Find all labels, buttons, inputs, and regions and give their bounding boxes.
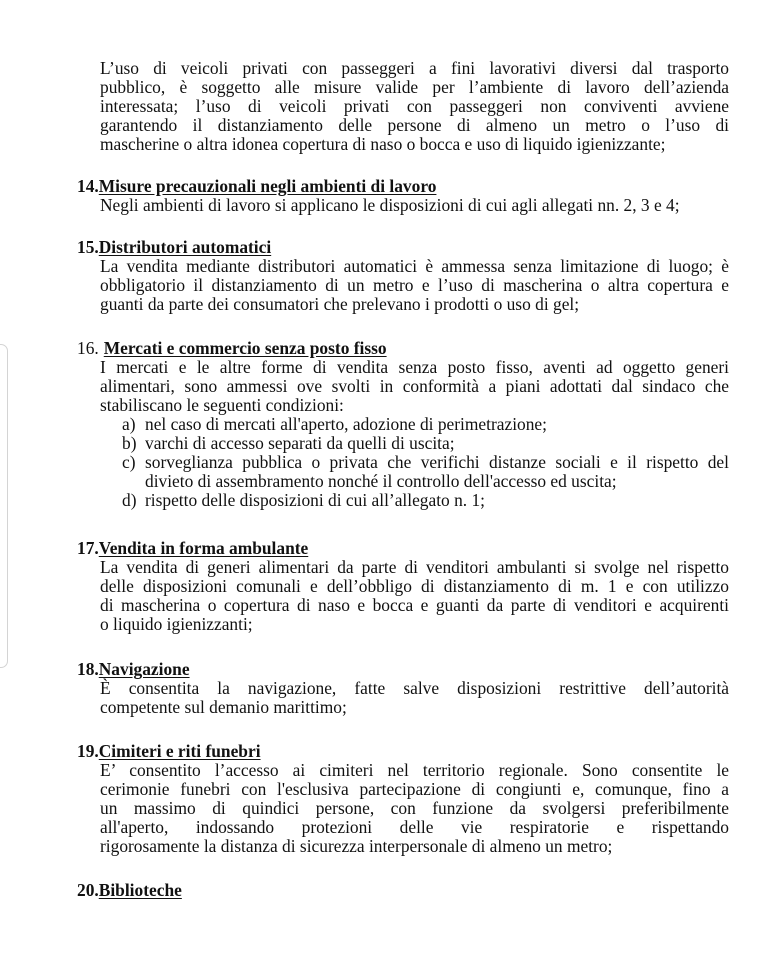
section-number: 14. (77, 176, 99, 196)
list-marker: a) (122, 414, 136, 434)
section-title: Distributori automatici (98, 237, 272, 257)
side-panel-handle[interactable] (0, 344, 8, 668)
paragraph-line: cerimonie funebri con l'esclusiva partecipazione di congiunti e, comunque, fino a (100, 779, 729, 799)
paragraph-line: pubblico, è soggetto alle misure valide per l’ambiente di lavoro dell’azienda (100, 77, 729, 97)
paragraph-line: alimentari, sono ammessi ove svolti in conformità a piani adottati dal sindaco che (100, 376, 729, 396)
list-item: sorveglianza pubblica o privata che verifichi distanze sociali e il rispetto del (145, 452, 729, 472)
section-heading-16 (77, 339, 387, 358)
paragraph-line: La vendita di generi alimentari da parte di venditori ambulanti si svolge nel rispetto (100, 557, 729, 577)
list-marker: c) (122, 452, 136, 472)
section-number: 18. (77, 659, 99, 679)
paragraph-line: obbligatorio il distanziamento di un metro e l’uso di mascherina o altra copertura e (100, 275, 729, 295)
paragraph-line: garantendo il distanziamento delle persone di almeno un metro o l’uso di (100, 115, 729, 135)
paragraph-line: Negli ambienti di lavoro si applicano le disposizioni di cui agli allegati nn. 2, 3 e 4; (100, 195, 680, 215)
list-item-continued: divieto di assembramento nonché il controllo dell'accesso ed uscita; (145, 471, 617, 491)
section-heading-18 (77, 660, 190, 679)
section-title: Mercati e commercio senza posto fisso (103, 338, 387, 358)
section-title: Misure precauzionali negli ambienti di lavoro (98, 176, 437, 196)
paragraph-line: competente sul demanio marittimo; (100, 697, 347, 717)
list-item: varchi di accesso separati da quelli di uscita; (145, 433, 455, 453)
paragraph-line: all'aperto, indossando protezioni delle vie respiratorie e rispettando (100, 817, 729, 837)
paragraph-line: rigorosamente la distanza di sicurezza interpersonale di almeno un metro; (100, 836, 613, 856)
paragraph-line: È consentita la navigazione, fatte salve disposizioni restrittive dell’autorità (100, 678, 729, 698)
section-heading-19 (77, 742, 261, 761)
section-title: Biblioteche (98, 880, 182, 900)
list-marker: d) (122, 490, 137, 510)
paragraph-line: mascherine o altra idonea copertura di naso o bocca e uso di liquido igienizzante; (100, 134, 666, 154)
section-number: 19. (77, 741, 99, 761)
list-item: rispetto delle disposizioni di cui all’allegato n. 1; (145, 490, 486, 510)
section-number: 20. (77, 880, 99, 900)
paragraph-line: stabiliscano le seguenti condizioni: (100, 395, 344, 415)
paragraph-line: o liquido igienizzanti; (100, 614, 253, 634)
paragraph-line: La vendita mediante distributori automatici è ammessa senza limitazione di luogo; è (100, 256, 729, 276)
section-number: 15. (77, 237, 99, 257)
section-number: 16. (77, 338, 99, 358)
section-title: Navigazione (98, 659, 190, 679)
section-heading-20 (77, 881, 182, 900)
paragraph-line: L’uso di veicoli privati con passeggeri a fini lavorativi diversi dal trasporto (100, 58, 729, 78)
section-heading-14 (77, 177, 436, 196)
paragraph-line: di mascherina o copertura di naso e bocca e guanti da parte di venditori e acquirenti (100, 595, 729, 615)
paragraph-line: delle disposizioni comunali e dell’obbligo di distanziamento di m. 1 e con utilizzo (100, 576, 729, 596)
paragraph-line: guanti da parte dei consumatori che prelevano i prodotti o uso di gel; (100, 294, 580, 314)
paragraph-line: un massimo di quindici persone, con funzione da svolgersi preferibilmente (100, 798, 729, 818)
list-item: nel caso di mercati all'aperto, adozione di perimetrazione; (145, 414, 547, 434)
paragraph-line: interessata; l’uso di veicoli privati con passeggeri non conviventi avviene (100, 96, 729, 116)
section-heading-17 (77, 539, 308, 558)
list-marker: b) (122, 433, 137, 453)
section-number: 17. (77, 538, 99, 558)
section-heading-15 (77, 238, 271, 257)
paragraph-line: I mercati e le altre forme di vendita senza posto fisso, aventi ad oggetto generi (100, 357, 729, 377)
section-title: Cimiteri e riti funebri (98, 741, 261, 761)
paragraph-line: E’ consentito l’accesso ai cimiteri nel territorio regionale. Sono consentite le (100, 760, 729, 780)
section-title: Vendita in forma ambulante (98, 538, 309, 558)
